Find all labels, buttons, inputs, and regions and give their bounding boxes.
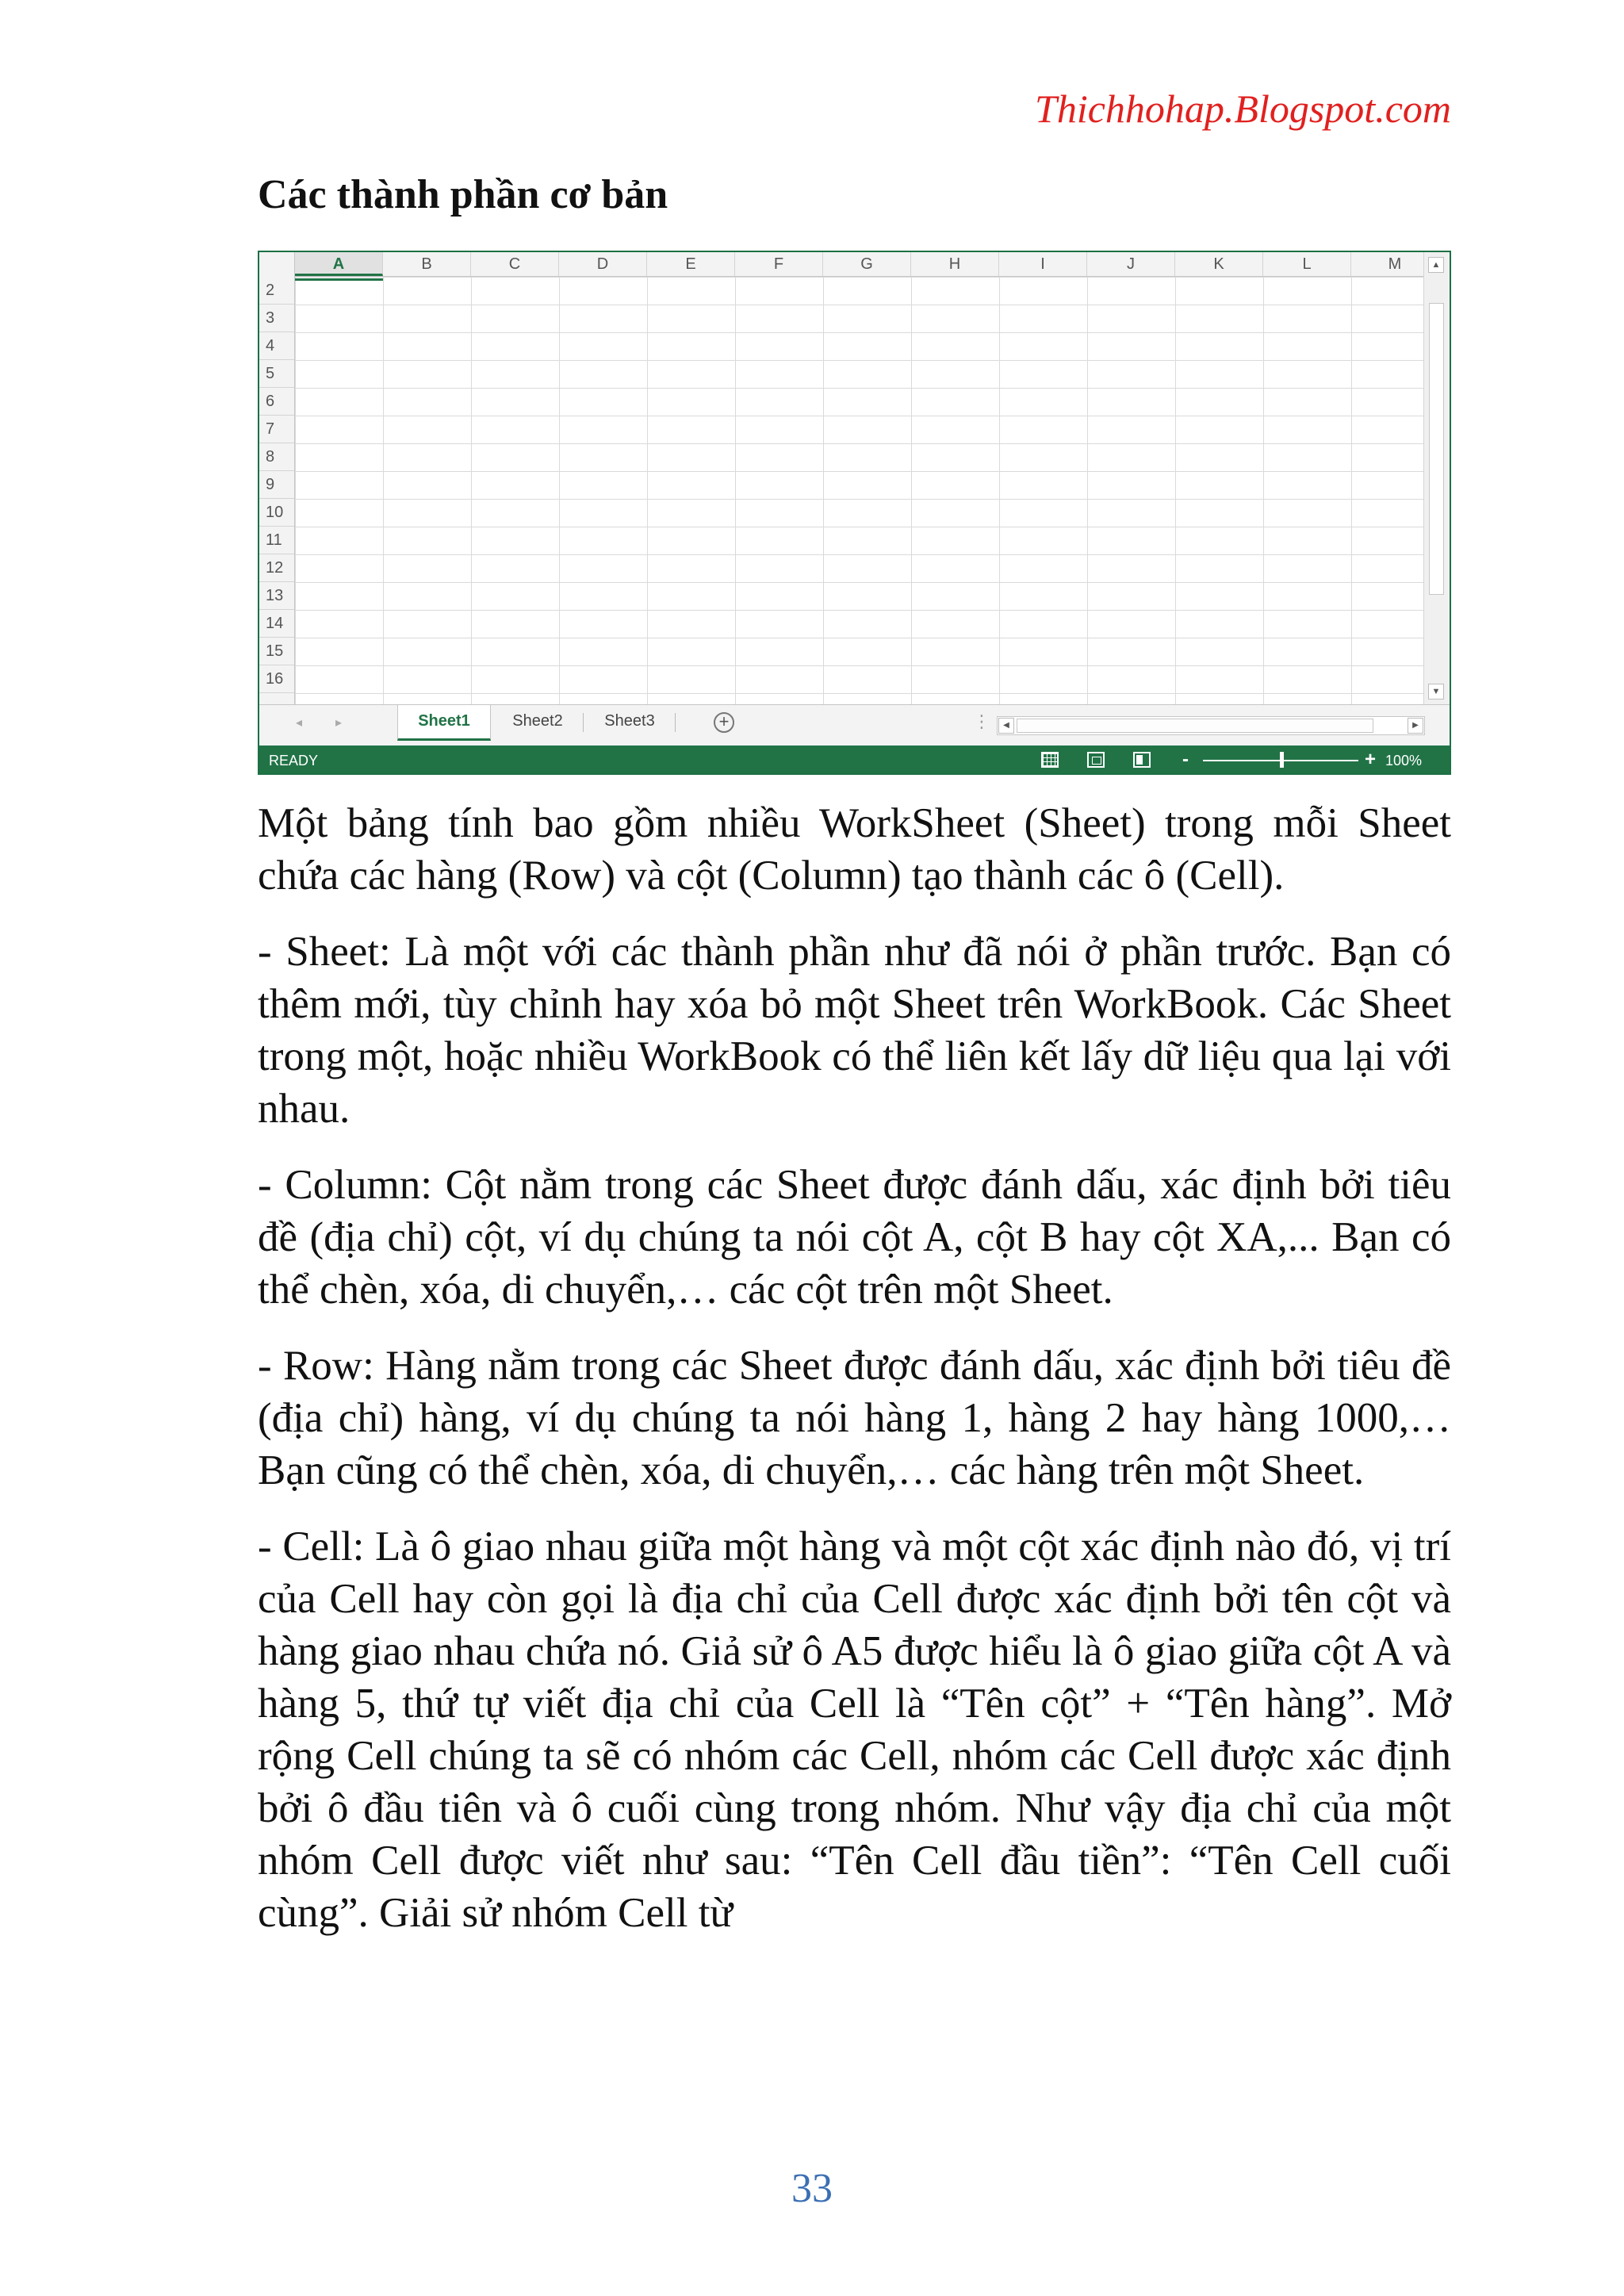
row-header-14[interactable]: 14 xyxy=(259,610,294,638)
spreadsheet-grid xyxy=(259,252,1426,704)
scroll-down-icon[interactable]: ▼ xyxy=(1428,684,1444,700)
excel-screenshot xyxy=(258,251,1451,775)
scroll-left-icon[interactable]: ◀ xyxy=(998,718,1014,734)
paragraph: - Row: Hàng nằm trong các Sheet được đánh dấu, xác định bởi tiêu đề (địa chỉ) hàng, ví dụ chúng ta nói hàng 1, hàng 2 hay hàng 1000,… Bạn cũng có thể chèn, xóa, di chuyển,… các hàng trên một Sheet. xyxy=(258,1343,1451,1493)
column-header-i[interactable]: I xyxy=(999,252,1087,276)
row-header-4[interactable]: 4 xyxy=(259,332,294,360)
header-site-link[interactable]: Thichhohap.Blogspot.com xyxy=(1035,86,1451,131)
row-header-6[interactable]: 6 xyxy=(259,388,294,416)
horizontal-scroll-thumb[interactable] xyxy=(1017,719,1373,733)
tab-scroll-right-icon[interactable]: ▸ xyxy=(335,716,343,730)
paragraph: - Cell: Là ô giao nhau giữa một hàng và một cột xác định nào đó, vị trí của Cell hay còn gọi là địa chỉ của Cell được xác định bởi tên cột và hàng giao nhau chứa nó. Giả sử ô A5 được hiểu là ô giao giữa cột A và hàng 5, thứ tự viết địa chỉ của Cell là “Tên cột” + “Tên hàng”. Mở rộng Cell chúng ta sẽ có nhóm các Cell, nhóm các Cell được xác định bởi ô đầu tiên và ô cuối cùng trong nhóm. Như vậy địa chỉ của một nhóm Cell được viết như sau: “Tên Cell đầu tiền”: “Tên Cell cuối cùng”. Giải sử nhóm Cell từ xyxy=(258,1524,1451,1936)
tab-separator xyxy=(675,713,676,732)
row-header-15[interactable]: 15 xyxy=(259,638,294,665)
row-header-5[interactable]: 5 xyxy=(259,360,294,388)
add-sheet-icon[interactable]: + xyxy=(714,712,734,733)
normal-view-icon[interactable] xyxy=(1041,752,1059,768)
tab-scroll-left-icon[interactable]: ◂ xyxy=(296,716,303,730)
zoom-out-icon[interactable]: - xyxy=(1182,749,1189,770)
tab-separator xyxy=(583,713,584,732)
paragraph: - Sheet: Là một với các thành phần như đã nói ở phần trước. Bạn có thêm mới, tùy chỉnh hay xóa bỏ một Sheet trên WorkBook. Các Sheet trong một, hoặc nhiều WorkBook có thể liên kết lấy dữ liệu qua lại với nhau. xyxy=(258,929,1451,1132)
sheet-tab-bar xyxy=(259,704,1451,746)
section-title: Các thành phần cơ bản xyxy=(258,172,668,217)
paragraph: - Column: Cột nằm trong các Sheet được đánh dấu, xác định bởi tiêu đề (địa chỉ) cột, ví dụ chúng ta nói cột A, cột B hay cột XA,... Bạn có thể chèn, xóa, di chuyển,… các cột trên một Sheet. xyxy=(258,1162,1451,1313)
column-header-c[interactable]: C xyxy=(471,252,559,276)
page-break-view-icon[interactable] xyxy=(1133,752,1151,768)
row-header-16[interactable]: 16 xyxy=(259,665,294,693)
zoom-level[interactable]: 100% xyxy=(1385,753,1423,769)
column-header-a[interactable]: A xyxy=(295,252,383,276)
page-number: 33 xyxy=(791,2166,833,2211)
active-cell-indicator xyxy=(295,274,383,281)
cell-area[interactable] xyxy=(295,277,1426,704)
row-header-8[interactable]: 8 xyxy=(259,443,294,471)
column-headers xyxy=(259,252,1426,277)
row-header-13[interactable]: 13 xyxy=(259,582,294,610)
row-header-11[interactable]: 11 xyxy=(259,527,294,554)
row-header-3[interactable]: 3 xyxy=(259,305,294,332)
body-text xyxy=(258,797,1451,1963)
column-header-b[interactable]: B xyxy=(383,252,471,276)
column-header-f[interactable]: F xyxy=(735,252,823,276)
splitter-handle-icon[interactable]: ⋮ xyxy=(973,711,990,731)
column-header-e[interactable]: E xyxy=(647,252,735,276)
sheet-tab-sheet1[interactable]: Sheet1 xyxy=(397,705,491,741)
column-header-l[interactable]: L xyxy=(1263,252,1351,276)
paragraph: Một bảng tính bao gồm nhiều WorkSheet (Sheet) trong mỗi Sheet chứa các hàng (Row) và cột (Column) tạo thành các ô (Cell). xyxy=(258,800,1451,899)
column-header-m[interactable]: M xyxy=(1351,252,1439,276)
zoom-slider-thumb[interactable] xyxy=(1280,752,1284,768)
zoom-in-icon[interactable]: + xyxy=(1365,749,1377,770)
sheet-tab-sheet2[interactable]: Sheet2 xyxy=(512,712,563,730)
scroll-up-icon[interactable]: ▲ xyxy=(1428,257,1444,273)
row-header-2[interactable]: 2 xyxy=(259,277,294,305)
column-header-d[interactable]: D xyxy=(559,252,647,276)
column-header-h[interactable]: H xyxy=(911,252,999,276)
vertical-scroll-thumb[interactable] xyxy=(1429,303,1444,595)
row-header-10[interactable]: 10 xyxy=(259,499,294,527)
column-header-g[interactable]: G xyxy=(823,252,911,276)
status-bar xyxy=(259,746,1451,775)
row-header-9[interactable]: 9 xyxy=(259,471,294,499)
page-layout-view-icon[interactable] xyxy=(1087,752,1105,768)
row-headers xyxy=(259,276,295,704)
row-header-12[interactable]: 12 xyxy=(259,554,294,582)
horizontal-scrollbar[interactable] xyxy=(997,716,1425,735)
sheet-tab-sheet3[interactable]: Sheet3 xyxy=(604,712,655,730)
status-text: READY xyxy=(269,753,319,769)
select-all-corner[interactable] xyxy=(259,252,295,276)
vertical-scrollbar[interactable] xyxy=(1423,252,1450,704)
scroll-right-icon[interactable]: ▶ xyxy=(1408,718,1423,734)
row-header-7[interactable]: 7 xyxy=(259,416,294,443)
column-header-k[interactable]: K xyxy=(1175,252,1263,276)
column-header-j[interactable]: J xyxy=(1087,252,1175,276)
